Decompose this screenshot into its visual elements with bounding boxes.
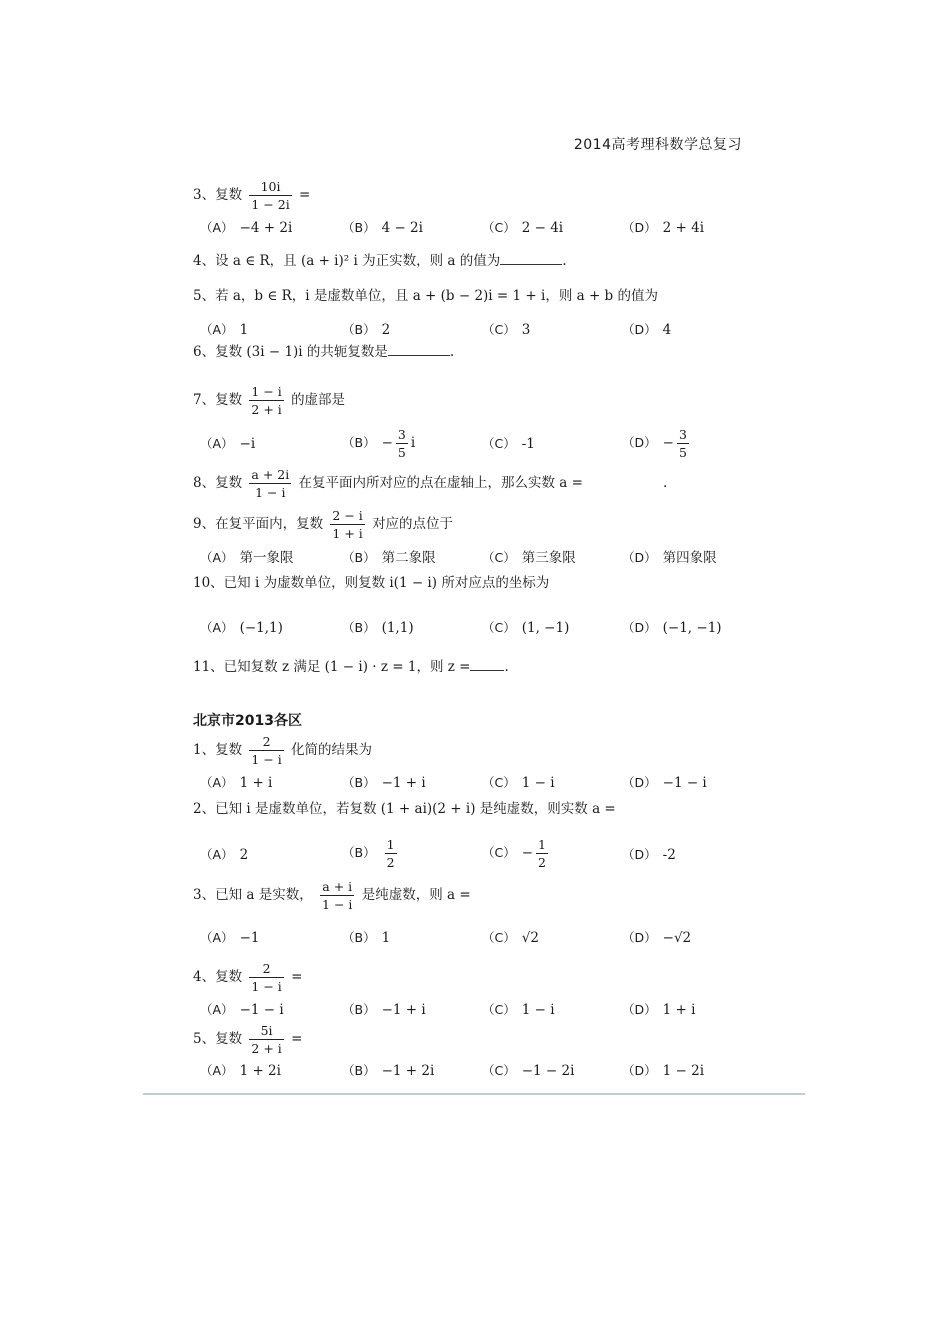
answer-blank[interactable] (500, 254, 562, 265)
option-a[interactable]: （A） −1 − i (200, 1002, 284, 1018)
option-d[interactable]: （D） (−1, −1) (622, 620, 722, 636)
page-header: 2014高考理科数学总复习 (573, 137, 742, 153)
question-11: 11、已知复数 z 满足 (1 − i) · z = 1，则 z = . (193, 659, 509, 675)
question-9: 9、在复平面内，复数 $\frac{2 - i}{1 + i}$ 对应的点位于 (193, 508, 454, 541)
option-c[interactable]: （C） (1, −1) (482, 620, 570, 636)
option-b[interactable]: （B） (1,1) (342, 620, 414, 636)
option-a[interactable]: （A） 第一象限 (200, 550, 294, 566)
question-8: 8、复数 $\frac{a + 2i}{1 - i}$ 在复平面内所对应的点在虚轴上，那么实数 a = . (193, 467, 668, 500)
option-b[interactable]: （B） − $\frac{3}{5}$ i (342, 427, 416, 460)
option-a[interactable]: （A） 1 + i (200, 775, 273, 791)
option-c[interactable]: （C） 3 (482, 322, 531, 338)
option-d[interactable]: （D） 2 + 4i (622, 220, 705, 236)
question-10-options (200, 618, 800, 648)
question-10: 10、已知 i 为虚数单位，则复数 i(1 − i) 所对应点的坐标为 (193, 575, 550, 591)
section2-question-1-options (200, 773, 800, 803)
question-7: 7、复数 $\frac{1 - i}{2 + i}$ 的虚部是 (193, 384, 346, 417)
section2-question-3-options (200, 928, 800, 958)
option-b[interactable]: （B） 2 (342, 322, 391, 338)
fraction: $\frac{10i}{1 - 2i}$ (251, 179, 290, 212)
section2-question-5: 5、复数 $\frac{5i}{2 + i}$ = (193, 1023, 303, 1056)
fraction: $\frac{2}{1 - i}$ (251, 734, 282, 767)
option-b[interactable]: （B） −1 + 2i (342, 1063, 435, 1079)
option-b[interactable]: （B） 1 (342, 930, 391, 946)
section-title: 北京市2013各区 (193, 713, 302, 729)
option-a[interactable]: （A） 2 (200, 847, 249, 863)
section2-question-5-options (200, 1061, 800, 1091)
question-7-options (200, 426, 800, 460)
question-3: 3、复数 $\frac{10i}{1 - 2i}$ = (193, 179, 311, 212)
answer-blank[interactable] (470, 660, 504, 671)
option-c[interactable]: （C） 2 − 4i (482, 220, 564, 236)
option-d[interactable]: （D） − $\frac{3}{5}$ (622, 427, 687, 460)
question-6: 6、复数 (3i − 1)i 的共轭复数是 . (193, 344, 455, 360)
option-b[interactable]: （B） 4 − 2i (342, 220, 423, 236)
option-c[interactable]: （C） 第三象限 (482, 550, 576, 566)
option-a[interactable]: （A） −i (200, 436, 256, 452)
fraction: $\frac{2 - i}{1 + i}$ (332, 508, 363, 541)
fraction: $\frac{a + 2i}{1 - i}$ (251, 467, 290, 500)
option-d[interactable]: （D） −1 − i (622, 775, 707, 791)
option-c[interactable]: （C） 1 − i (482, 775, 555, 791)
option-d[interactable]: （D） 1 − 2i (622, 1063, 705, 1079)
option-c[interactable]: （C） √2 (482, 930, 539, 946)
question-3-options (200, 218, 800, 248)
section2-question-3: 3、已知 a 是实数， $\frac{a + i}{1 - i}$ 是纯虚数，则 a = (193, 879, 471, 912)
option-c[interactable]: （C） −1 − 2i (482, 1063, 575, 1079)
option-a[interactable]: （A） −1 (200, 930, 260, 946)
option-a[interactable]: （A） (−1,1) (200, 620, 283, 636)
option-d[interactable]: （D） -2 (622, 847, 676, 863)
answer-blank[interactable] (388, 345, 450, 356)
fraction: $\frac{2}{1 - i}$ (251, 961, 282, 994)
bottom-divider (143, 1093, 805, 1095)
option-d[interactable]: （D） 第四象限 (622, 550, 717, 566)
option-d[interactable]: （D） 4 (622, 322, 672, 338)
option-a[interactable]: （A） 1 + 2i (200, 1063, 281, 1079)
option-d[interactable]: （D） 1 + i (622, 1002, 696, 1018)
option-a[interactable]: （A） 1 (200, 322, 249, 338)
option-c[interactable]: （C） 1 − i (482, 1002, 555, 1018)
option-b[interactable]: （B） $\frac{1}{2}$ (342, 837, 395, 870)
section2-question-2: 2、已知 i 是虚数单位，若复数 (1 + ai)(2 + i) 是纯虚数，则实数 a = (193, 801, 616, 817)
option-c[interactable]: （C） − $\frac{1}{2}$ (482, 837, 546, 870)
fraction: $\frac{a + i}{1 - i}$ (322, 879, 353, 912)
question-9-options (200, 546, 800, 576)
option-a[interactable]: （A） −4 + 2i (200, 220, 293, 236)
option-b[interactable]: （B） −1 + i (342, 1002, 426, 1018)
section2-question-4: 4、复数 $\frac{2}{1 - i}$ = (193, 961, 303, 994)
option-b[interactable]: （B） −1 + i (342, 775, 426, 791)
question-4: 4、设 a ∈ R，且 (a + i)² i 为正实数，则 a 的值为 . (193, 253, 567, 269)
question-5: 5、若 a，b ∈ R，i 是虚数单位，且 a + (b − 2)i = 1 + i，则 a + b 的值为 (193, 288, 658, 304)
section2-question-2-options (200, 836, 800, 870)
option-d[interactable]: （D） −√2 (622, 930, 692, 946)
option-c[interactable]: （C） -1 (482, 436, 535, 452)
section2-question-1: 1、复数 $\frac{2}{1 - i}$ 化简的结果为 (193, 734, 373, 767)
fraction: $\frac{5i}{2 + i}$ (251, 1023, 282, 1056)
fraction: $\frac{1 - i}{2 + i}$ (251, 384, 282, 417)
option-b[interactable]: （B） 第二象限 (342, 550, 436, 566)
